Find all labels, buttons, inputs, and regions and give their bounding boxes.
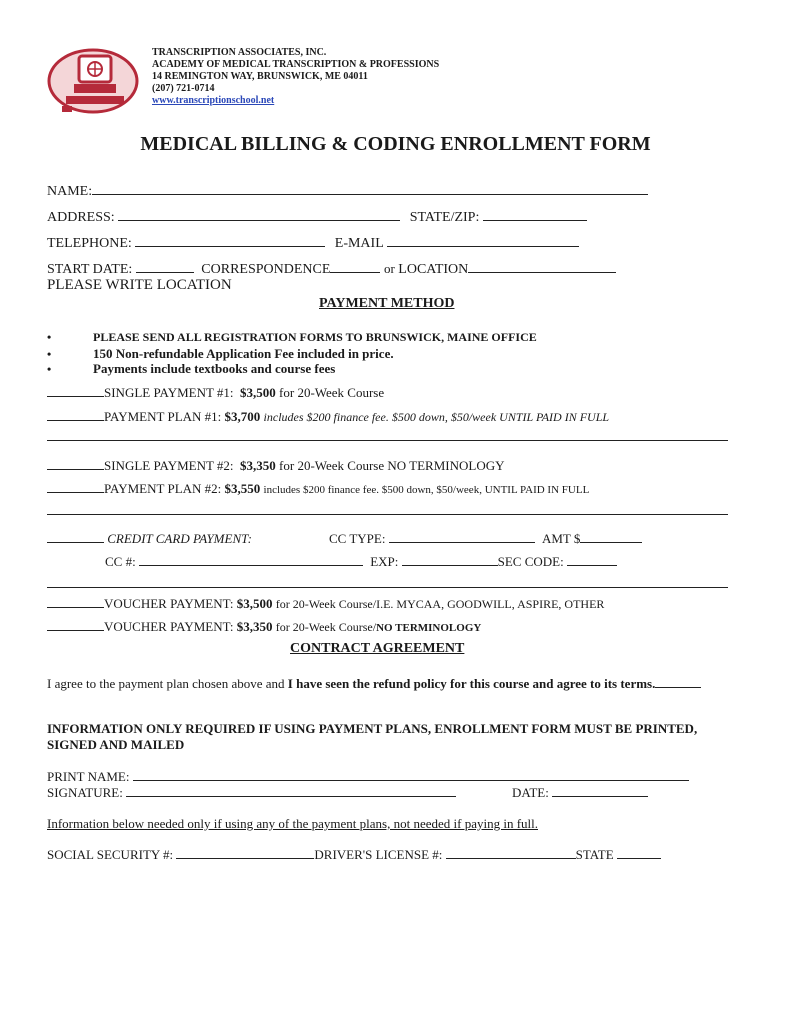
single-payment-1-checkline[interactable] bbox=[47, 384, 104, 397]
bullet-1-text: PLEASE SEND ALL REGISTRATION FORMS TO BRUNSWICK, MAINE OFFICE bbox=[93, 330, 537, 344]
single-payment-2-row bbox=[47, 457, 505, 474]
single-payment-2-desc: for 20-Week Course NO TERMINOLOGY bbox=[279, 458, 505, 473]
bullet-2: • 150 Non-refundable Application Fee included in price. bbox=[47, 346, 394, 361]
single-payment-1-price: $3,500 bbox=[240, 385, 276, 400]
license-field[interactable] bbox=[446, 846, 576, 859]
single-payment-1-label: SINGLE PAYMENT #1: bbox=[104, 385, 234, 400]
amount-field[interactable] bbox=[580, 530, 642, 543]
agreement-plain: I agree to the payment plan chosen above and bbox=[47, 676, 285, 691]
exp-field[interactable] bbox=[402, 553, 498, 566]
bullet-1: • PLEASE SEND ALL REGISTRATION FORMS TO BRUNSWICK, MAINE OFFICE bbox=[47, 330, 537, 344]
single-payment-2-price: $3,350 bbox=[240, 458, 276, 473]
cc-type-label: CC TYPE: bbox=[329, 531, 386, 546]
state-field[interactable] bbox=[617, 846, 661, 859]
ssn-field[interactable] bbox=[176, 846, 314, 859]
ssn-label: SOCIAL SECURITY #: bbox=[47, 847, 174, 862]
website-link[interactable]: www.transcriptionschool.net bbox=[152, 95, 275, 106]
letterhead bbox=[152, 47, 439, 107]
bullet-3: • Payments include textbooks and course fees bbox=[47, 361, 336, 376]
telephone-label: TELEPHONE: bbox=[47, 236, 132, 251]
credit-card-label: CREDIT CARD PAYMENT: bbox=[107, 531, 252, 546]
form-title: MEDICAL BILLING & CODING ENROLLMENT FORM bbox=[140, 133, 651, 155]
voucher-1-desc: for 20-Week Course/I.E. MYCAA, GOODWILL, ASPIRE, OTHER bbox=[275, 597, 605, 611]
license-label: DRIVER'S LICENSE #: bbox=[314, 847, 443, 862]
date-label: DATE: bbox=[512, 785, 549, 800]
name-field[interactable] bbox=[92, 182, 648, 195]
academy-name: ACADEMY OF MEDICAL TRANSCRIPTION & PROFESSIONS bbox=[152, 59, 440, 70]
payment-plan-1-row bbox=[47, 408, 609, 425]
cc-number-label: CC #: bbox=[105, 554, 136, 569]
start-date-label: START DATE: bbox=[47, 262, 133, 277]
single-payment-1-desc: for 20-Week Course bbox=[279, 385, 385, 400]
ssn-row bbox=[47, 846, 661, 863]
cc-type-row bbox=[329, 530, 642, 547]
cc-type-field[interactable] bbox=[389, 530, 535, 543]
org-address: 14 REMINGTON WAY, BRUNSWICK, ME 04011 bbox=[152, 71, 368, 82]
payment-plan-1-price: $3,700 bbox=[224, 409, 261, 424]
payment-plan-2-price: $3,550 bbox=[224, 481, 261, 496]
please-write-location: PLEASE WRITE LOCATION bbox=[47, 277, 232, 293]
divider-1 bbox=[47, 440, 728, 441]
org-name: TRANSCRIPTION ASSOCIATES, INC. bbox=[152, 47, 327, 58]
divider-2 bbox=[47, 514, 728, 515]
address-label: ADDRESS: bbox=[47, 210, 115, 225]
agreement-initial-field[interactable] bbox=[655, 675, 701, 688]
state-label: STATE bbox=[575, 847, 614, 862]
exp-label: EXP: bbox=[370, 554, 399, 569]
voucher-2-price: $3,350 bbox=[236, 619, 273, 634]
payment-plan-2-row bbox=[47, 480, 589, 497]
location-field[interactable] bbox=[468, 260, 616, 273]
bullet-2-text: 150 Non-refundable Application Fee included in price. bbox=[93, 346, 394, 361]
payment-plan-2-checkline[interactable] bbox=[47, 480, 104, 493]
state-zip-label: STATE/ZIP: bbox=[409, 210, 480, 225]
agreement-text bbox=[47, 675, 727, 692]
amount-label: AMT $ bbox=[541, 531, 581, 546]
name-label: NAME: bbox=[47, 184, 93, 199]
correspondence-field[interactable] bbox=[330, 260, 380, 273]
single-payment-1-row bbox=[47, 384, 384, 401]
signature-field[interactable] bbox=[126, 784, 456, 797]
payment-method-heading: PAYMENT METHOD bbox=[319, 296, 455, 311]
sec-code-label: SEC CODE: bbox=[497, 554, 564, 569]
start-date-field[interactable] bbox=[136, 260, 194, 273]
print-name-field[interactable] bbox=[133, 768, 689, 781]
payment-plan-1-checkline[interactable] bbox=[47, 408, 104, 421]
print-name-row bbox=[47, 768, 689, 785]
cc-number-row bbox=[105, 553, 617, 570]
payment-plan-2-desc: includes $200 finance fee. $500 down, $50/week, UNTIL PAID IN FULL bbox=[263, 484, 590, 496]
or-label: or bbox=[383, 261, 395, 276]
voucher-1-price: $3,500 bbox=[236, 596, 273, 611]
info-required-note: INFORMATION ONLY REQUIRED IF USING PAYMENT PLANS, ENROLLMENT FORM MUST BE PRINTED, SIGNED AND MAILED bbox=[47, 721, 698, 752]
below-info-note: Information below needed only if using any of the payment plans, not needed if paying in full. bbox=[47, 816, 538, 831]
start-date-row bbox=[47, 260, 616, 278]
voucher-2-no-terminology: NO TERMINOLOGY bbox=[376, 622, 482, 634]
payment-plan-1-desc: includes $200 finance fee. $500 down, $50/week UNTIL PAID IN FULL bbox=[263, 410, 610, 424]
bullet-3-text: Payments include textbooks and course fees bbox=[93, 361, 336, 376]
telephone-field[interactable] bbox=[135, 234, 325, 247]
credit-card-checkline[interactable] bbox=[47, 530, 104, 543]
sec-code-field[interactable] bbox=[567, 553, 617, 566]
school-logo bbox=[46, 46, 142, 118]
signature-row bbox=[47, 784, 456, 801]
name-row bbox=[47, 182, 648, 200]
cc-number-field[interactable] bbox=[139, 553, 363, 566]
state-zip-field[interactable] bbox=[483, 208, 587, 221]
divider-3 bbox=[47, 587, 728, 588]
voucher-1-row bbox=[47, 595, 604, 612]
contract-heading: CONTRACT AGREEMENT bbox=[290, 641, 465, 656]
single-payment-2-label: SINGLE PAYMENT #2: bbox=[104, 458, 234, 473]
date-row bbox=[512, 784, 648, 801]
voucher-2-checkline[interactable] bbox=[47, 618, 104, 631]
location-label: LOCATION bbox=[398, 262, 469, 277]
voucher-2-desc: for 20-Week Course/ bbox=[275, 620, 377, 634]
voucher-1-checkline[interactable] bbox=[47, 595, 104, 608]
email-label: E-MAIL bbox=[334, 236, 384, 251]
print-name-label: PRINT NAME: bbox=[47, 769, 130, 784]
telephone-row bbox=[47, 234, 579, 252]
agreement-bold: I have seen the refund policy for this course and agree to its terms. bbox=[287, 676, 656, 691]
single-payment-2-checkline[interactable] bbox=[47, 457, 104, 470]
org-phone: (207) 721-0714 bbox=[152, 83, 215, 94]
voucher-1-label: VOUCHER PAYMENT: bbox=[104, 596, 234, 611]
address-row bbox=[47, 208, 587, 226]
payment-plan-2-label: PAYMENT PLAN #2: bbox=[104, 481, 222, 496]
voucher-2-row bbox=[47, 618, 481, 635]
credit-card-row bbox=[47, 530, 252, 547]
signature-label: SIGNATURE: bbox=[47, 785, 123, 800]
voucher-2-label: VOUCHER PAYMENT: bbox=[104, 619, 234, 634]
payment-plan-1-label: PAYMENT PLAN #1: bbox=[104, 409, 222, 424]
correspondence-label: CORRESPONDENCE bbox=[201, 262, 331, 277]
date-field[interactable] bbox=[552, 784, 648, 797]
address-field[interactable] bbox=[118, 208, 400, 221]
email-field[interactable] bbox=[387, 234, 579, 247]
